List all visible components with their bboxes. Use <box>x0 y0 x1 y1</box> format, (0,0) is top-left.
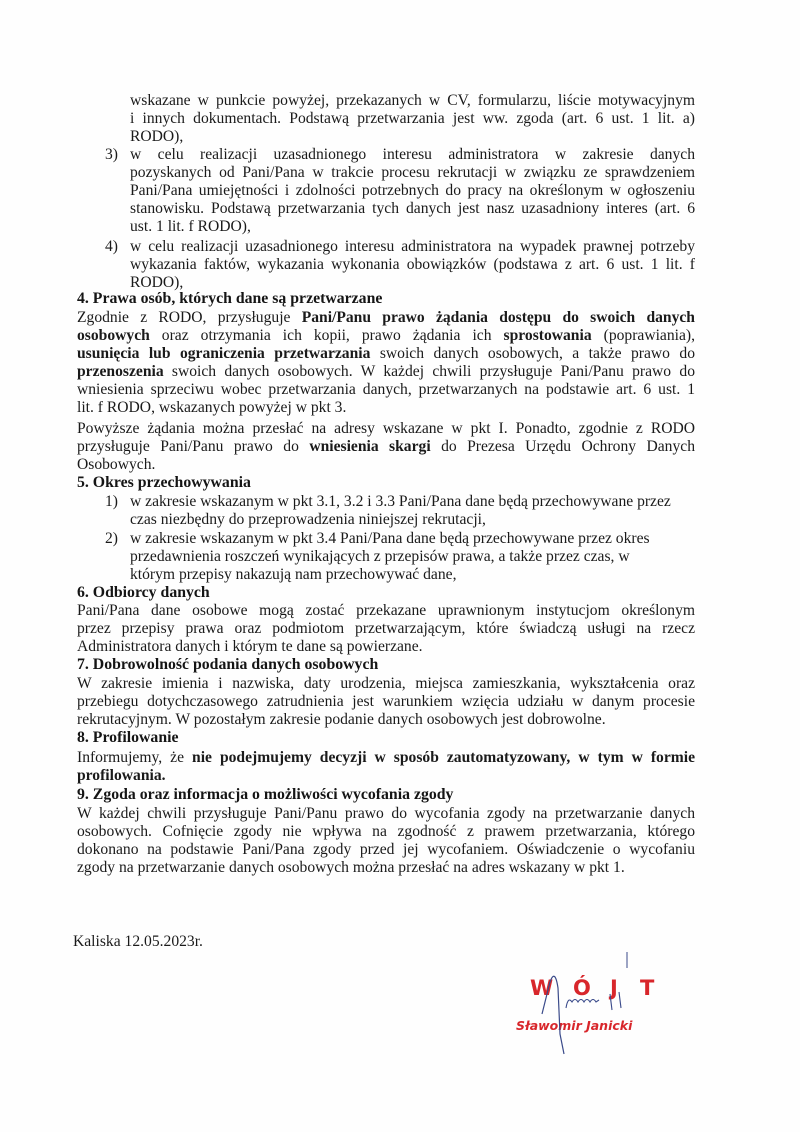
list-item-line: stanowisku. Podstawą przetwarzania tych danych jest nasz uzasadniony interes (art. 6 <box>130 200 695 217</box>
body-line: wniesienia sprzeciwu wobec przetwarzania danych, przetwarzanych na podstawie art. 6 ust. 1 <box>77 381 695 398</box>
bold-text-run: Pani/Panu prawo żądania dostępu do swoich danych <box>301 309 695 326</box>
list-item-line: ust. 1 lit. f RODO), <box>130 218 251 235</box>
bold-text-run: usunięcia lub ograniczenia przetwarzania <box>77 345 371 362</box>
list-item-line: w celu realizacji uzasadnionego interesu administratora na wypadek prawnej potrzeby <box>130 238 695 255</box>
body-line <box>77 345 695 363</box>
signature-stroke <box>610 992 621 1010</box>
bold-text-run: osobowych <box>77 327 150 344</box>
list-number: 2) <box>105 530 118 547</box>
body-line <box>77 327 695 345</box>
body-line: W każdej chwili przysługuje Pani/Panu prawo do wycofania zgody na przetwarzanie danych <box>77 805 695 822</box>
body-line <box>77 438 695 456</box>
signature-stamp <box>500 950 680 1060</box>
bold-text-run: przenoszenia <box>77 363 164 380</box>
body-line: wskazane w punkcie powyżej, przekazanych w CV, formularzu, liście motywacyjnym <box>130 92 695 109</box>
body-line: i innych dokumentach. Podstawą przetwarzania jest ww. zgoda (art. 6 ust. 1 lit. a) <box>130 110 695 127</box>
list-item-line: którym przepisy nakazują nam przechowywać dane, <box>130 566 457 583</box>
list-item-line: w zakresie wskazanym w pkt 3.4 Pani/Pana dane będą przechowywane przez okres <box>130 530 650 547</box>
stamp-letter: J <box>610 976 618 1000</box>
section-heading: 6. Odbiorcy danych <box>77 584 210 601</box>
body-line: przebiegu dotychczasowego zatrudnienia jest warunkiem wzięcia udziału w danym procesie <box>77 693 695 710</box>
body-line: dokonano na podstawie Pani/Pana zgody przed jej wycofaniem. Oświadczenie o wycofaniu <box>77 841 695 858</box>
body-line: zgody na przetwarzanie danych osobowych można przesłać na adres wskazany w pkt 1. <box>77 859 625 876</box>
body-line <box>77 363 695 381</box>
body-line: przez przepisy prawa oraz podmiotom przetwarzającym, które świadczą usługi na rzecz <box>77 620 695 637</box>
bold-text-run: wniesienia skargi <box>309 438 431 455</box>
text-run: swoich danych osobowych, a także prawo do <box>370 345 695 362</box>
list-number: 3) <box>105 146 118 163</box>
list-item-line: Pani/Pana umiejętności i zdolności potrzebnych do pracy na określonym w ogłoszeniu <box>130 182 695 199</box>
body-line: Pani/Pana dane osobowe mogą zostać przekazane uprawnionym instytucjom określonym <box>77 602 695 619</box>
body-line: W zakresie imienia i nazwiska, daty urodzenia, miejsca zamieszkania, wykształcenia oraz <box>77 675 695 692</box>
body-line: Administratora danych i którym te dane są powierzane. <box>77 638 423 655</box>
list-item-line: przedawnienia roszczeń wynikających z przepisów prawa, a także przez czas, w <box>130 548 630 565</box>
body-line: RODO), <box>130 128 184 145</box>
stamp-name: Sławomir Janicki <box>516 1018 633 1033</box>
handwritten-signature <box>500 950 680 1060</box>
section-heading: 9. Zgoda oraz informacja o możliwości wycofania zgody <box>77 786 454 803</box>
list-item-line: czas niezbędny do przeprowadzenia niniejszej rekrutacji, <box>130 511 486 528</box>
text-run: Zgodnie z RODO, przysługuje <box>77 309 302 326</box>
text-run: przysługuje Pani/Panu prawo do <box>77 438 310 455</box>
stamp-letter: Ó <box>573 976 591 1000</box>
bold-text-run: nie podejmujemy decyzji w sposób zautomatyzowany, w tym w formie <box>192 749 695 766</box>
list-item-line: RODO), <box>130 274 184 291</box>
list-item-line: pozyskanych od Pani/Pana w trakcie procesu rekrutacji w związku ze sprawdzeniem <box>130 164 695 181</box>
section-heading: 5. Okres przechowywania <box>77 474 251 491</box>
text-run: swoich danych osobowych. W każdej chwili przysługuje Pani/Panu prawo do <box>163 363 695 380</box>
list-number: 4) <box>105 238 118 255</box>
list-item-line: w celu realizacji uzasadnionego interesu administratora w zakresie danych <box>130 146 695 163</box>
list-item-line: w zakresie wskazanym w pkt 3.1, 3.2 i 3.3 Pani/Pana dane będą przechowywane przez <box>130 493 671 510</box>
place-date: Kaliska 12.05.2023r. <box>73 933 203 950</box>
body-line: profilowania. <box>77 767 166 784</box>
body-line: rekrutacyjnym. W pozostałym zakresie podanie danych osobowych jest dobrowolne. <box>77 711 606 728</box>
section-heading: 8. Profilowanie <box>77 729 179 746</box>
text-run: Informujemy, że <box>77 749 193 766</box>
list-number: 1) <box>105 493 118 510</box>
signature-stroke <box>542 976 564 1054</box>
signature-stroke <box>566 1000 599 1009</box>
text-run: (poprawiania), <box>591 327 695 344</box>
text-run: do Prezesa Urzędu Ochrony Danych <box>430 438 695 455</box>
bold-text-run: sprostowania <box>503 327 592 344</box>
body-line: osobowych. Cofnięcie zgody nie wpływa na zgodność z prawem przetwarzania, którego <box>77 823 695 840</box>
text-run: oraz otrzymania ich kopii, prawo żądania ich <box>149 327 504 344</box>
list-item-line: wykazania faktów, wykazania wykonania obowiązków (podstawa z art. 6 ust. 1 lit. f <box>130 256 695 273</box>
body-line: Osobowych. <box>77 456 156 473</box>
section-heading: 4. Prawa osób, których dane są przetwarzane <box>77 290 383 307</box>
body-line <box>77 309 695 327</box>
body-line: lit. f RODO, wskazanych powyżej w pkt 3. <box>77 399 347 416</box>
section-heading: 7. Dobrowolność podania danych osobowych <box>77 656 379 673</box>
stamp-letter: W <box>530 976 554 1000</box>
body-line <box>77 749 695 767</box>
body-line: Powyższe żądania można przesłać na adresy wskazane w pkt I. Ponadto, zgodnie z RODO <box>77 420 695 437</box>
stamp-letter: T <box>640 976 655 1000</box>
